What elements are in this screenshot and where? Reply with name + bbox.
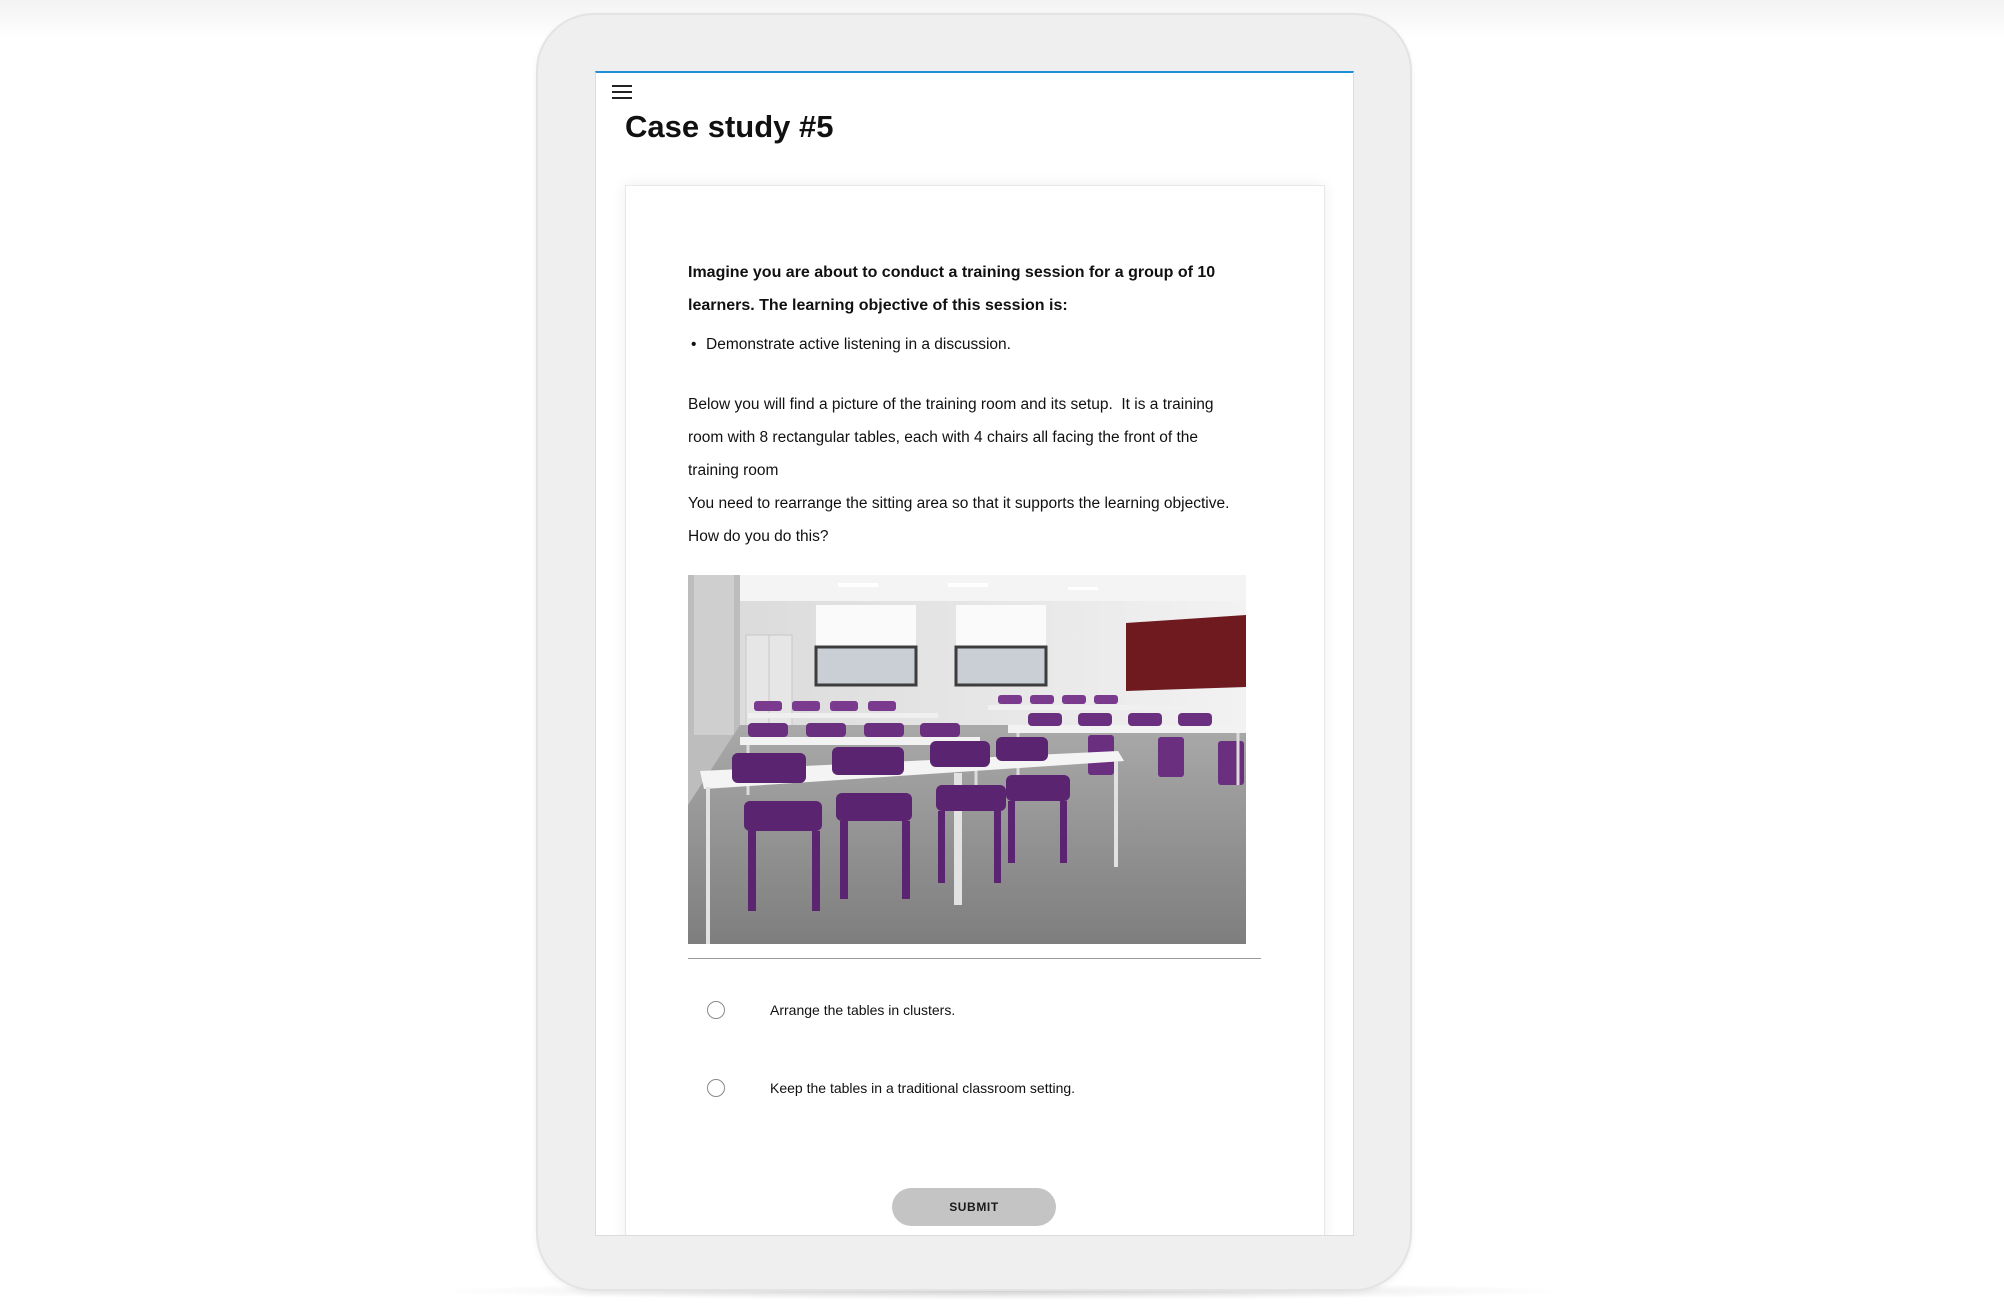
objective-item: • Demonstrate active listening in a discussion. bbox=[706, 332, 1248, 358]
page-title: Case study #5 bbox=[625, 109, 834, 144]
option-label: Arrange the tables in clusters. bbox=[770, 1002, 956, 1018]
option-label: Keep the tables in a traditional classroom setting. bbox=[770, 1080, 1076, 1096]
option-traditional-classroom[interactable] bbox=[688, 1069, 1248, 1109]
hamburger-menu-icon[interactable] bbox=[612, 85, 632, 101]
radio-button[interactable] bbox=[707, 1079, 725, 1097]
option-arrange-clusters[interactable] bbox=[688, 991, 1248, 1031]
question-intro: Imagine you are about to conduct a training session for a group of 10 learners. The learning objective of this session is: bbox=[688, 264, 1216, 314]
question-text bbox=[688, 256, 1248, 553]
tablet-screen bbox=[595, 71, 1354, 1236]
question-card bbox=[625, 185, 1325, 1236]
room-description: Below you will find a picture of the training room and its setup. It is a training room with 8 rectangular tables, each with 4 chairs all facing the front of the training room bbox=[688, 396, 1218, 479]
radio-button[interactable] bbox=[707, 1001, 725, 1019]
options-divider bbox=[688, 958, 1261, 959]
instruction-text: You need to rearrange the sitting area so that it supports the learning objective. How do you do this? bbox=[688, 495, 1234, 545]
objectives-list bbox=[688, 332, 1248, 358]
training-room-photo bbox=[688, 575, 1246, 944]
submit-button[interactable]: SUBMIT bbox=[892, 1188, 1056, 1226]
